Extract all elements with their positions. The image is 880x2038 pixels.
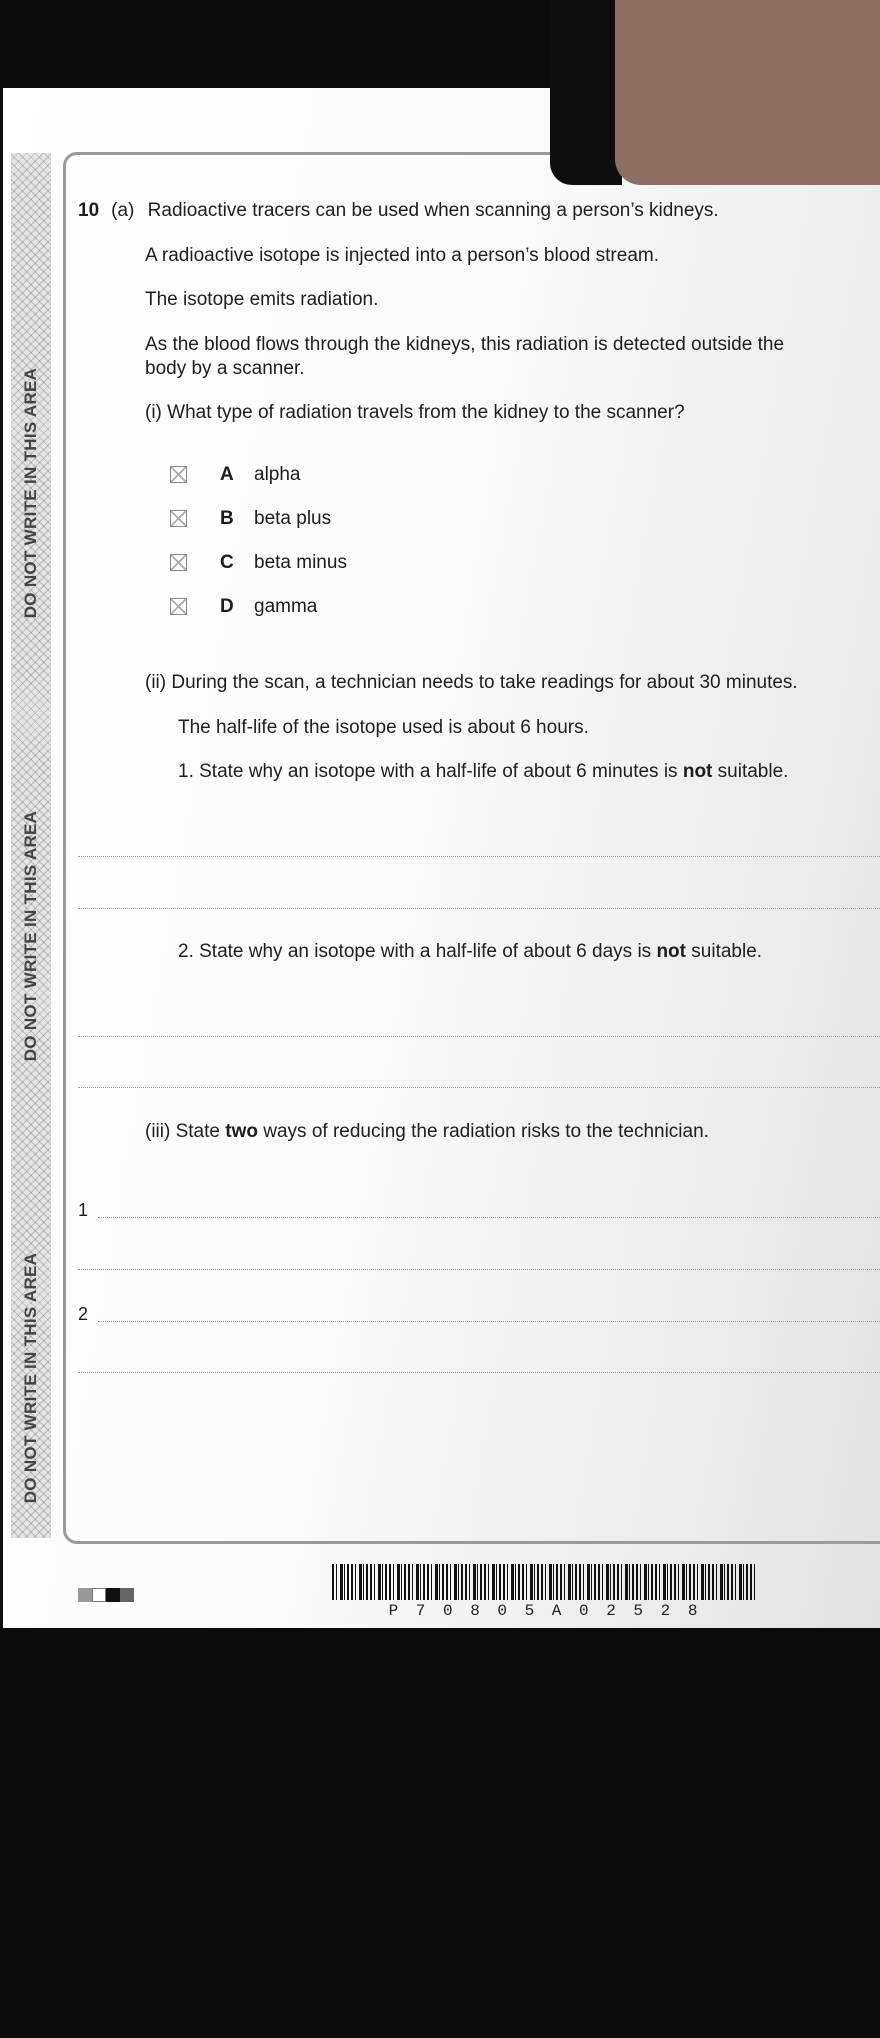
checkbox-icon[interactable]: [170, 554, 187, 571]
answer-1-line[interactable]: [98, 1217, 880, 1218]
item-2-prompt: [178, 941, 762, 963]
sub-question-ii: (ii) During the scan, a technician needs to take readings for about 30 minutes.: [145, 672, 798, 693]
overlay-thumbnail: [615, 0, 880, 185]
answer-line[interactable]: [78, 908, 880, 909]
item-1-text-end: suitable.: [712, 761, 789, 782]
question-intro: Radioactive tracers can be used when scanning a person’s kidneys.: [147, 200, 719, 221]
sub-iii-text-end: ways of reducing the radiation risks to the technician.: [257, 1121, 709, 1142]
sub-iii-text: (iii) State: [145, 1121, 226, 1142]
question-number: 10: [78, 200, 100, 221]
item-2-emphasis: not: [656, 941, 686, 962]
exam-page: [0, 88, 880, 1628]
sub-iii-emphasis: two: [225, 1121, 258, 1142]
answer-line[interactable]: [78, 1372, 880, 1373]
item-1-text: 1. State why an isotope with a half-life of about 6 minutes is: [178, 761, 683, 782]
item-1-prompt: [178, 761, 788, 783]
question-heading: [78, 200, 719, 222]
item-2-text-end: suitable.: [686, 941, 763, 962]
sub-question-iii: [145, 1121, 709, 1143]
paragraph-2: The isotope emits radiation.: [145, 289, 379, 310]
mark-white: [92, 1588, 106, 1602]
mark-black: [106, 1588, 120, 1602]
answer-line[interactable]: [78, 1087, 880, 1088]
option-label: alpha: [254, 464, 301, 485]
answer-line[interactable]: [78, 1036, 880, 1037]
item-1-emphasis: not: [682, 761, 713, 782]
sub-question-i: (i) What type of radiation travels from the kidney to the scanner?: [145, 402, 685, 423]
answer-2-label: 2: [78, 1304, 89, 1324]
checkbox-icon[interactable]: [170, 466, 187, 483]
page-edge: [0, 88, 3, 1628]
option-letter: A: [220, 464, 234, 485]
option-letter: B: [220, 508, 234, 529]
paragraph-1: A radioactive isotope is injected into a person’s blood stream.: [145, 245, 660, 266]
barcode: [332, 1564, 758, 1600]
answer-line[interactable]: [78, 856, 880, 857]
item-2-text: 2. State why an isotope with a half-life of about 6 days is: [178, 941, 657, 962]
option-letter: D: [220, 596, 234, 617]
answer-line[interactable]: [78, 1269, 880, 1270]
paragraph-3-line-1: As the blood flows through the kidneys, this radiation is detected outside the: [145, 334, 785, 355]
option-label: beta plus: [254, 508, 332, 529]
margin-notice-bottom: DO NOT WRITE IN THIS AREA: [21, 1252, 40, 1504]
margin-notice-middle: DO NOT WRITE IN THIS AREA: [21, 810, 40, 1062]
option-label: beta minus: [254, 552, 347, 573]
paragraph-3-line-2: body by a scanner.: [145, 358, 305, 379]
option-label: gamma: [254, 596, 318, 617]
question-part: (a): [111, 200, 135, 221]
answer-2-line[interactable]: [98, 1321, 880, 1322]
registration-marks: [78, 1588, 134, 1602]
half-life-statement: The half-life of the isotope used is about 6 hours.: [178, 717, 589, 738]
barcode-number: P 7 0 8 0 5 A 0 2 5 2 8: [388, 1602, 702, 1620]
margin-notice-top: DO NOT WRITE IN THIS AREA: [21, 367, 40, 619]
overlay-dark-panel: [550, 0, 622, 185]
checkbox-icon[interactable]: [170, 598, 187, 615]
option-letter: C: [220, 552, 234, 573]
mark-grey: [78, 1588, 92, 1602]
answer-1-label: 1: [78, 1200, 89, 1220]
checkbox-icon[interactable]: [170, 510, 187, 527]
mark-dark-grey: [120, 1588, 134, 1602]
